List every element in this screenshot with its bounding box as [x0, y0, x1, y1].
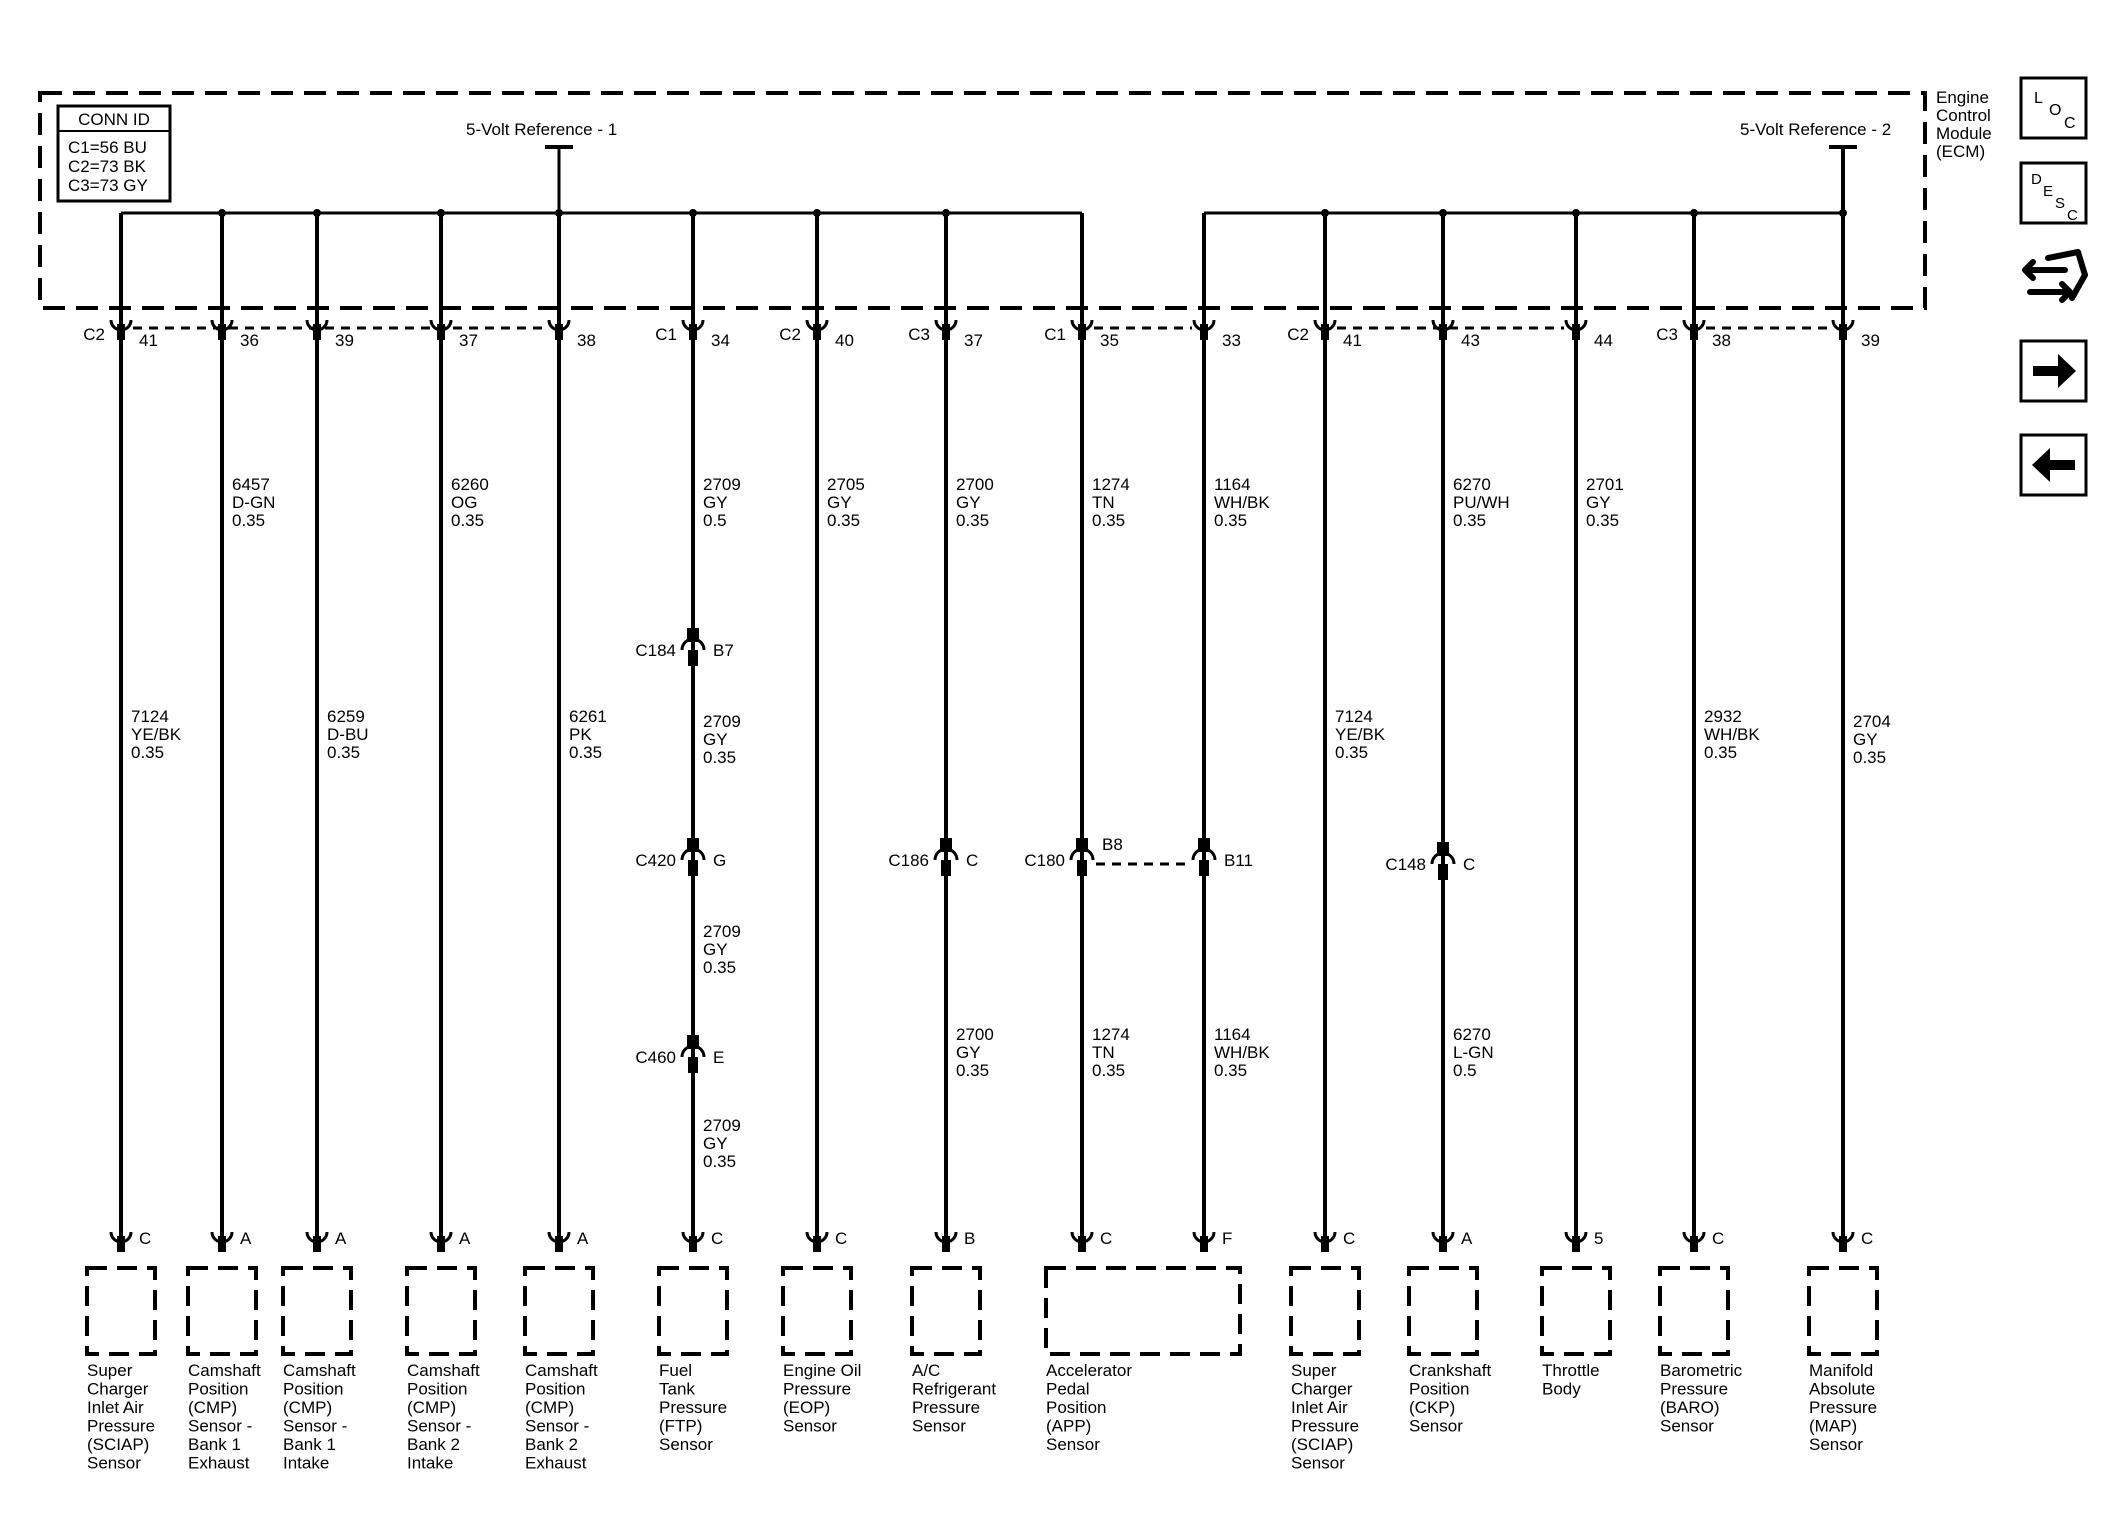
inline-connectors — [635, 628, 1475, 1073]
conn-id-row: C2=73 BK — [68, 157, 146, 176]
sensor-pin-pin — [1839, 1236, 1847, 1252]
sensor-name-line: Camshaft — [407, 1361, 480, 1380]
ecm-pin-number: 37 — [459, 331, 478, 350]
wire-label: PK — [569, 725, 592, 744]
sensor-name-line: Fuel — [659, 1361, 693, 1380]
sensor-name-line: Charger — [87, 1379, 149, 1399]
ecm-pin-pin — [1690, 324, 1698, 340]
ecm-connector-label: C1 — [655, 325, 677, 344]
ecm-pin-pin — [1078, 324, 1086, 340]
ecm-label — [1936, 88, 1992, 161]
ecm-connector-label: C1 — [1044, 325, 1066, 344]
ecm-pin-pin — [1200, 324, 1208, 340]
ecm-pin-number: 33 — [1222, 331, 1241, 350]
schematic-icon[interactable] — [2025, 252, 2085, 300]
desc-letter: D — [2031, 171, 2042, 188]
sensor-name-line: Sensor — [1409, 1416, 1463, 1436]
ecm-connector-label: C2 — [779, 325, 801, 344]
sensor-box — [912, 1268, 980, 1354]
loc-letter: C — [2064, 115, 2076, 132]
sensor-name-line: Bank 2 — [525, 1435, 578, 1454]
inline-connector-pin-label: B11 — [1224, 851, 1253, 870]
ecm-pin-number: 44 — [1594, 331, 1613, 350]
wire-label: 2701 — [1586, 475, 1624, 494]
wire-label: YE/BK — [1335, 725, 1386, 744]
conn-id-row: C3=73 GY — [68, 176, 148, 195]
ecm-connector-label: C3 — [908, 325, 930, 344]
sensor-name-line: Barometric — [1660, 1361, 1743, 1380]
wire-label: 0.35 — [1335, 743, 1369, 762]
sensor-name-line: Absolute — [1809, 1379, 1876, 1399]
inline-connector-name: C460 — [635, 1048, 676, 1067]
sensor-name-line: Pressure — [912, 1398, 981, 1417]
loc-letter: L — [2034, 90, 2043, 107]
ecm-label-line: Engine — [1936, 88, 1989, 107]
sensor-name-line: Intake — [283, 1453, 330, 1473]
sensor-box — [659, 1268, 727, 1354]
sensor-name-line: Crankshaft — [1409, 1361, 1492, 1380]
wire-label: GY — [956, 493, 981, 512]
sensor-name-line: Charger — [1291, 1379, 1353, 1399]
wire-label: WH/BK — [1214, 493, 1270, 512]
sensor-name-line: Sensor — [1291, 1453, 1345, 1473]
wire-label: GY — [703, 1134, 728, 1153]
ecm-pin-pin — [1439, 324, 1447, 340]
ecm-pin-pin — [942, 324, 950, 340]
wire-label: 0.35 — [956, 1061, 990, 1080]
inline-connector-pin — [1438, 864, 1448, 880]
sensor-box — [525, 1268, 593, 1354]
sensors — [87, 1229, 1877, 1473]
ecm-pin-pin — [689, 324, 697, 340]
reference-2-label: 5-Volt Reference - 2 — [1740, 120, 1892, 139]
ecm-connector-label: C2 — [1287, 325, 1309, 344]
wire-label: 6270 — [1453, 475, 1491, 494]
wire-label: 6259 — [327, 707, 365, 726]
wire-label: 0.5 — [703, 511, 727, 530]
sensor-name-line: (CKP) — [1409, 1398, 1456, 1417]
sensor-name-line: Inlet Air — [1291, 1398, 1348, 1417]
sensor-name-line: (EOP) — [783, 1398, 831, 1417]
sensor-box — [188, 1268, 256, 1354]
sensor-box — [1291, 1268, 1359, 1354]
sensor-name-line: (MAP) — [1809, 1416, 1858, 1436]
sensor-name-line: Sensor - — [407, 1416, 472, 1436]
sensor-name-line: Sensor — [1046, 1435, 1100, 1454]
ecm-pin-pin — [1572, 324, 1580, 340]
sensor-name-line: Bank 1 — [283, 1435, 336, 1454]
wire-label: TN — [1092, 493, 1115, 512]
wire-label: 0.35 — [956, 511, 990, 530]
ecm-connector-label: C3 — [1656, 325, 1678, 344]
wire-label: 1274 — [1092, 1025, 1130, 1044]
sensor-box — [1409, 1268, 1477, 1354]
wire-label: 2700 — [956, 475, 994, 494]
wire-label: 2704 — [1853, 712, 1891, 731]
wire-label: 7124 — [131, 707, 169, 726]
sensor-name-line: Body — [1542, 1379, 1581, 1399]
sensor-name-line: (APP) — [1046, 1416, 1092, 1436]
sensor-pin-label: A — [335, 1229, 347, 1248]
ecm-pin-number: 37 — [964, 331, 983, 350]
sensor-name-line: Camshaft — [525, 1361, 598, 1380]
wire-label: PU/WH — [1453, 493, 1510, 512]
ecm-pin-pin — [555, 324, 563, 340]
sensor-box — [1809, 1268, 1877, 1354]
sensor-name-line: Sensor - — [188, 1416, 253, 1436]
sensor-name-line: Sensor - — [525, 1416, 590, 1436]
wire-label: GY — [827, 493, 852, 512]
wire-label: 0.35 — [703, 1152, 737, 1171]
sensor-pin-label: C — [1343, 1229, 1356, 1248]
ecm-pin-pin — [1321, 324, 1329, 340]
sensor-name-line: Tank — [659, 1379, 695, 1399]
sensor-box — [87, 1268, 155, 1354]
sensor-pin-pin — [437, 1236, 445, 1252]
sensor-name-line: Position — [525, 1379, 586, 1399]
sensor-pin-pin — [313, 1236, 321, 1252]
sensor-pin-label: A — [240, 1229, 252, 1248]
ecm-boundary — [40, 93, 1925, 308]
inline-connector-pin-label: G — [713, 851, 727, 870]
sensor-name-line: Sensor — [1809, 1435, 1863, 1454]
sensor-name-line: Pressure — [1660, 1379, 1729, 1399]
sensor-name-line: Pressure — [1291, 1416, 1360, 1436]
sensor-box — [407, 1268, 475, 1354]
sensor-name-line: Camshaft — [188, 1361, 261, 1380]
wire-label: 0.35 — [131, 743, 165, 762]
wire-label: D-BU — [327, 725, 369, 744]
sensor-name-line: Position — [188, 1379, 249, 1399]
sensor-pin-label: A — [459, 1229, 471, 1248]
wire-label: YE/BK — [131, 725, 182, 744]
inline-connector-name: C180 — [1024, 851, 1065, 870]
conn-id-title: CONN ID — [78, 110, 150, 129]
sensor-name-line: Camshaft — [283, 1361, 356, 1380]
sensor-name-line: (SCIAP) — [1291, 1435, 1354, 1454]
sensor-name-line: Exhaust — [188, 1453, 250, 1473]
sensor-name-line: (CMP) — [283, 1398, 333, 1417]
wire-label: 0.35 — [1853, 748, 1887, 767]
wire-label: 0.35 — [1214, 1061, 1248, 1080]
sensor-name-line: Sensor — [659, 1435, 713, 1454]
sensor-name-line: A/C — [912, 1361, 941, 1380]
wire-label: 0.35 — [1704, 743, 1738, 762]
inline-connector-name: C148 — [1385, 855, 1426, 874]
sensor-pin-pin — [555, 1236, 563, 1252]
wire-label: WH/BK — [1214, 1043, 1270, 1062]
ecm-pin-number: 41 — [139, 331, 158, 350]
inline-connector-name: C420 — [635, 851, 676, 870]
wire-label: 1164 — [1214, 475, 1251, 494]
sensor-pin-label: C — [139, 1229, 152, 1248]
sensor-pin-pin — [1439, 1236, 1447, 1252]
wire-label: 2932 — [1704, 707, 1742, 726]
sensor-name-line: (CMP) — [188, 1398, 238, 1417]
inline-connector-pin — [941, 860, 951, 876]
schematic-icon-shape — [2025, 252, 2085, 300]
sensor-box — [1046, 1268, 1240, 1354]
inline-connector-pin — [688, 860, 698, 876]
wire-label: 0.35 — [1453, 511, 1487, 530]
sensor-name-line: (FTP) — [659, 1416, 703, 1436]
sensor-name-line: Bank 1 — [188, 1435, 241, 1454]
ecm-label-line: Module — [1936, 124, 1992, 143]
reference-1-label: 5-Volt Reference - 1 — [466, 120, 618, 139]
wire-label: 2709 — [703, 475, 741, 494]
wire-label: 2700 — [956, 1025, 994, 1044]
inline-connector-name: C184 — [635, 641, 676, 660]
ecm-pin-number: 39 — [335, 331, 354, 350]
wire-label: GY — [703, 940, 728, 959]
sensor-pin-pin — [1078, 1236, 1086, 1252]
wire-label: 0.35 — [451, 511, 485, 530]
wire-label: 0.35 — [827, 511, 861, 530]
sensor-name-line: Sensor — [783, 1416, 837, 1436]
wire-label: 0.35 — [327, 743, 361, 762]
wire-label: 1164 — [1214, 1025, 1251, 1044]
sensor-pin-label: C — [1861, 1229, 1874, 1248]
wire-label: 6457 — [232, 475, 270, 494]
sensor-pin-label: A — [577, 1229, 589, 1248]
ecm-pin-pin — [813, 324, 821, 340]
ecm-pin-number: 38 — [577, 331, 596, 350]
sensor-pin-label: 5 — [1594, 1229, 1604, 1248]
sensor-name-line: Pressure — [659, 1398, 728, 1417]
ecm-pin-pin — [437, 324, 445, 340]
sensor-name-line: Manifold — [1809, 1361, 1874, 1380]
conn-id-table — [58, 106, 170, 201]
sensor-name-line: (BARO) — [1660, 1398, 1720, 1417]
inline-connector-name: C186 — [888, 851, 929, 870]
sensor-name-line: Pedal — [1046, 1379, 1090, 1399]
sensor-name-line: Pressure — [87, 1416, 156, 1436]
navigation-panel — [2021, 78, 2086, 495]
sensor-name-line: Sensor - — [283, 1416, 348, 1436]
inline-connector-pin-label: B8 — [1102, 835, 1123, 854]
sensor-box — [783, 1268, 851, 1354]
sensor-name-line: Engine Oil — [783, 1361, 862, 1380]
wire-label: GY — [1853, 730, 1878, 749]
wire-label: 0.35 — [1092, 511, 1126, 530]
wire-label: 2709 — [703, 1116, 741, 1135]
wire-label: WH/BK — [1704, 725, 1760, 744]
ecm-pin-number: 39 — [1861, 331, 1880, 350]
wire-label: 0.35 — [1214, 511, 1248, 530]
inline-connector-pin-label: C — [1463, 855, 1476, 874]
wire-label: 0.35 — [1586, 511, 1620, 530]
sensor-pin-pin — [1690, 1236, 1698, 1252]
sensor-pin-label: C — [711, 1229, 724, 1248]
sensor-pin-label: C — [835, 1229, 848, 1248]
wire-label: GY — [956, 1043, 981, 1062]
inline-connector-pin-label: E — [713, 1048, 725, 1067]
sensor-name-line: Super — [87, 1361, 133, 1380]
sensor-name-line: Bank 2 — [407, 1435, 460, 1454]
sensor-pin-label: A — [1461, 1229, 1473, 1248]
ecm-pin-number: 40 — [835, 331, 854, 350]
sensor-box — [283, 1268, 351, 1354]
ecm-label-line: (ECM) — [1936, 142, 1986, 161]
wire-label: L-GN — [1453, 1043, 1494, 1062]
ecm-pins — [83, 320, 1880, 350]
sensor-pin-pin — [689, 1236, 697, 1252]
sensor-name-line: Position — [1046, 1398, 1107, 1417]
inline-connector-pin — [1199, 860, 1209, 876]
sensor-name-line: Sensor — [1660, 1416, 1714, 1436]
sensor-name-line: Sensor — [912, 1416, 966, 1436]
wire-labels — [131, 475, 1891, 1171]
sensor-pin-label: B — [964, 1229, 976, 1248]
ecm-pin-pin — [1839, 324, 1847, 340]
wire-label: GY — [703, 730, 728, 749]
wire-label: TN — [1092, 1043, 1115, 1062]
sensor-name-line: Sensor — [87, 1453, 141, 1473]
wire-label: 7124 — [1335, 707, 1373, 726]
wire-label: 1274 — [1092, 475, 1130, 494]
sensor-pin-pin — [1321, 1236, 1329, 1252]
wire-label: 0.35 — [1092, 1061, 1126, 1080]
sensor-pin-label: C — [1100, 1229, 1113, 1248]
wire-label: 0.5 — [1453, 1061, 1477, 1080]
ecm-connector-label: C2 — [83, 325, 105, 344]
wire-label: OG — [451, 493, 478, 512]
ecm-module — [40, 88, 1992, 308]
ecm-pin-number: 41 — [1343, 331, 1362, 350]
inline-connector-pin — [688, 650, 698, 666]
wire-label: 2709 — [703, 712, 741, 731]
sensor-name-line: Position — [1409, 1379, 1470, 1399]
ecm-label-line: Control — [1936, 106, 1991, 125]
inline-connector-pin — [1077, 860, 1087, 876]
sensor-name-line: (CMP) — [407, 1398, 457, 1417]
sensor-name-line: Refrigerant — [912, 1379, 997, 1399]
wire-label: 0.35 — [569, 743, 603, 762]
ecm-pin-number: 35 — [1100, 331, 1119, 350]
sensor-name-line: Intake — [407, 1453, 454, 1473]
sensor-pin-pin — [1572, 1236, 1580, 1252]
sensor-name-line: Super — [1291, 1361, 1337, 1380]
sensor-name-line: Position — [407, 1379, 468, 1399]
ecm-pin-pin — [117, 324, 125, 340]
wire-label: 2705 — [827, 475, 865, 494]
ecm-pin-number: 36 — [240, 331, 259, 350]
sensor-name-line: Accelerator — [1046, 1361, 1132, 1380]
desc-letter: S — [2055, 195, 2066, 212]
sensor-name-line: Pressure — [1809, 1398, 1878, 1417]
sensor-pin-pin — [942, 1236, 950, 1252]
wire-label: 2709 — [703, 922, 741, 941]
desc-letter: E — [2043, 183, 2054, 200]
sensor-pin-pin — [117, 1236, 125, 1252]
sensor-name-line: (CMP) — [525, 1398, 575, 1417]
ecm-pin-pin — [313, 324, 321, 340]
sensor-name-line: Throttle — [1542, 1361, 1600, 1380]
inline-connector-pin-label: B7 — [713, 641, 734, 660]
wire-label: 0.35 — [232, 511, 266, 530]
sensor-pin-pin — [218, 1236, 226, 1252]
sensor-name-line: Position — [283, 1379, 344, 1399]
inline-connector-pin-label: C — [966, 851, 979, 870]
sensor-pin-label: C — [1712, 1229, 1725, 1248]
loc-letter: O — [2049, 102, 2062, 119]
inline-connector-pin — [688, 1057, 698, 1073]
wire-label: 6260 — [451, 475, 489, 494]
wire-label: D-GN — [232, 493, 276, 512]
sensor-pin-pin — [813, 1236, 821, 1252]
wire-label: GY — [1586, 493, 1611, 512]
sensor-name-line: Exhaust — [525, 1453, 587, 1473]
reference-buses — [121, 147, 1857, 217]
sensor-box — [1542, 1268, 1610, 1354]
wire-label: 0.35 — [703, 958, 737, 977]
ecm-pin-number: 34 — [711, 331, 730, 350]
wire-label: GY — [703, 493, 728, 512]
desc-letter: C — [2067, 207, 2078, 224]
sensor-pin-pin — [1200, 1236, 1208, 1252]
ecm-pin-number: 38 — [1712, 331, 1731, 350]
ecm-pin-pin — [218, 324, 226, 340]
wire-label: 6270 — [1453, 1025, 1491, 1044]
ecm-pin-number: 43 — [1461, 331, 1480, 350]
sensor-box — [1660, 1268, 1728, 1354]
wire-label: 6261 — [569, 707, 607, 726]
conn-id-row: C1=56 BU — [68, 138, 147, 157]
sensor-name-line: (SCIAP) — [87, 1435, 150, 1454]
wire-label: 0.35 — [703, 748, 737, 767]
sensor-name-line: Pressure — [783, 1379, 852, 1399]
sensor-name-line: Inlet Air — [87, 1398, 144, 1417]
sensor-pin-label: F — [1222, 1229, 1233, 1248]
